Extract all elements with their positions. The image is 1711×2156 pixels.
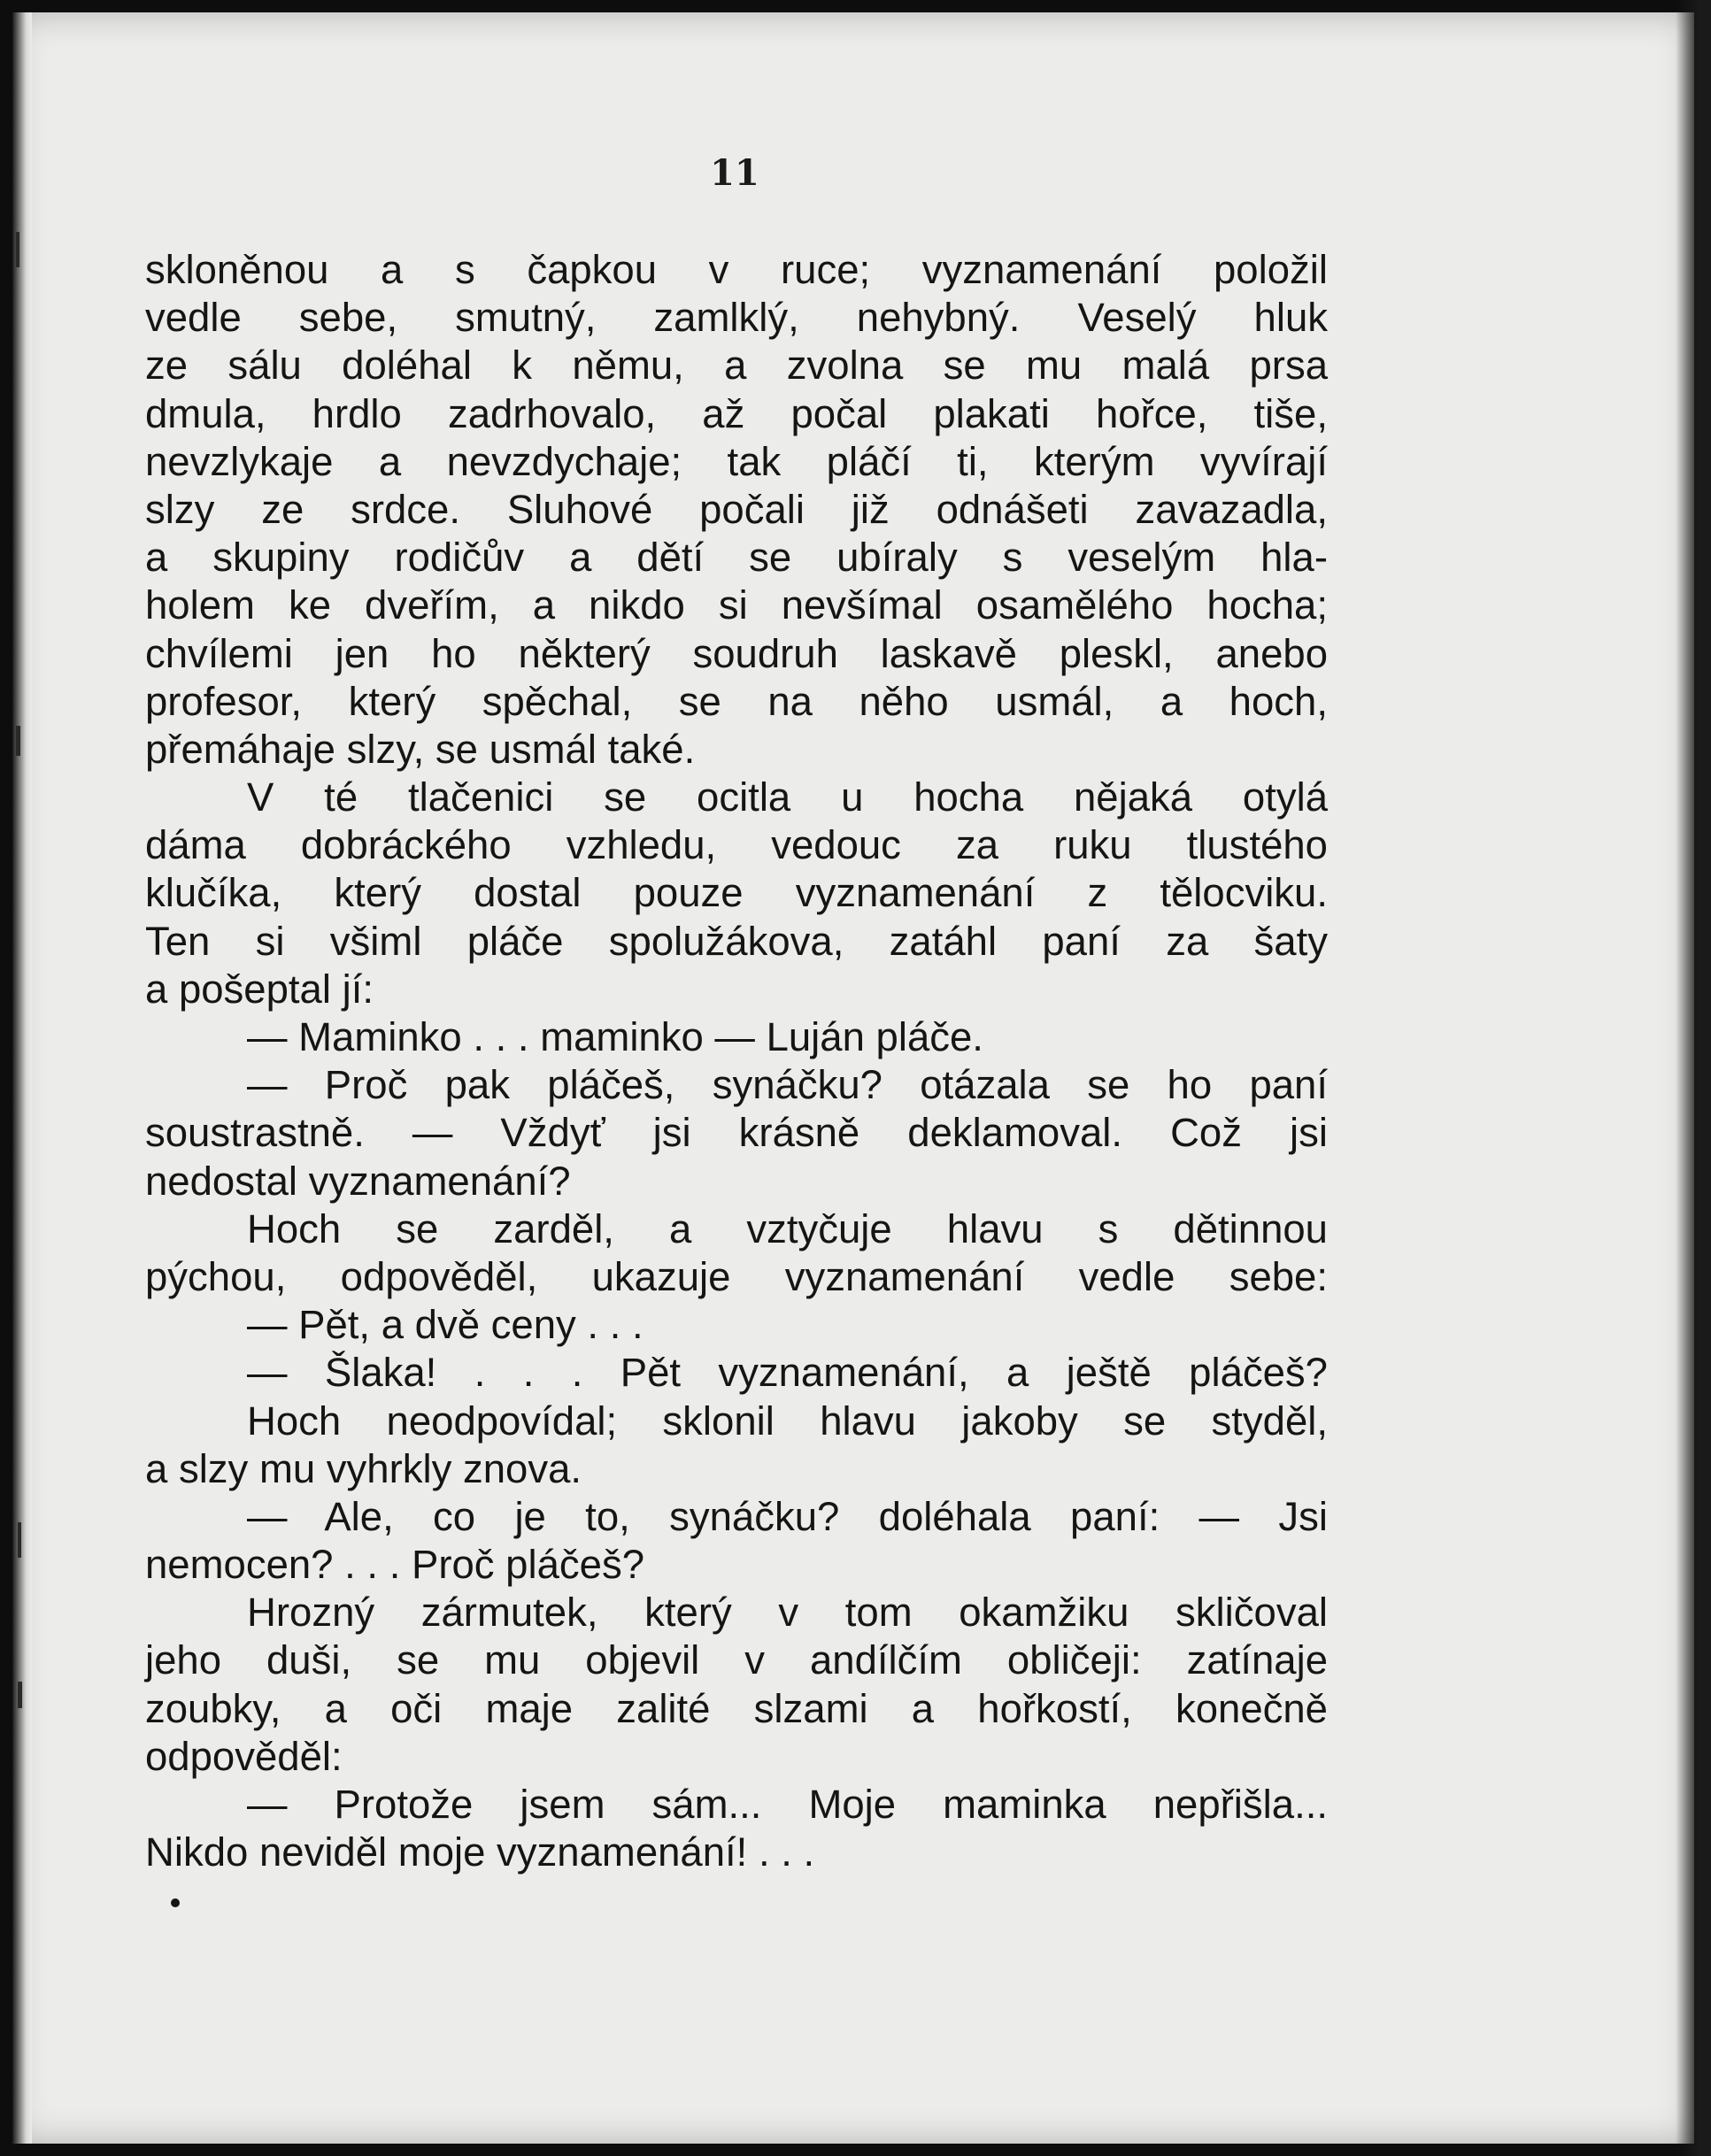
text-line: Hoch neodpovídal; sklonil hlavu jakoby se styděl, xyxy=(247,1398,1328,1444)
text-line: dáma dobráckého vzhledu, vedouc za ruku tlustého xyxy=(145,822,1328,868)
text-line: V té tlačenici se ocitla u hocha nějaká otylá xyxy=(247,774,1328,820)
text-line: chvílemi jen ho některý soudruh laskavě pleskl, anebo xyxy=(145,630,1328,676)
margin-mark xyxy=(16,232,19,267)
text-line: nevzlykaje a nevzdychaje; tak pláčí ti, kterým vyvírají xyxy=(145,438,1328,484)
text-line: nemocen? . . . Proč pláčeš? xyxy=(145,1542,644,1588)
text-line: a slzy mu vyhrkly znova. xyxy=(145,1445,582,1491)
text-line: Hrozný zármutek, který v tom okamžiku skličoval xyxy=(247,1590,1328,1636)
text-line: ze sálu doléhal k němu, a zvolna se mu malá prsa xyxy=(145,343,1328,389)
text-line: dmula, hrdlo zadrhovalo, až počal plakati hořce, tiše, xyxy=(145,390,1328,436)
text-line: — Proč pak pláčeš, synáčku? otázala se ho paní xyxy=(247,1062,1328,1108)
text-line: — Pět, a dvě ceny . . . xyxy=(247,1302,644,1348)
page-spine-shadow xyxy=(12,12,32,2144)
text-line: nedostal vyznamenání? xyxy=(145,1158,571,1204)
text-line: odpověděl: xyxy=(145,1733,343,1779)
text-line: Ten si všiml pláče spolužákova, zatáhl paní za šaty xyxy=(145,918,1328,964)
text-line: Nikdo neviděl moje vyznamenání! . . . xyxy=(145,1829,815,1875)
text-line: soustrastně. — Vždyť jsi krásně deklamoval. Což jsi xyxy=(145,1110,1328,1156)
text-line: jeho duši, se mu objevil v andílčím obličeji: zatínaje xyxy=(145,1637,1328,1683)
text-line: — Maminko . . . maminko — Luján pláče. xyxy=(247,1014,983,1059)
body-text xyxy=(145,246,1328,1876)
page-number: 11 xyxy=(710,152,759,194)
text-line: holem ke dveřím, a nikdo si nevšímal osamělého hocha; xyxy=(145,582,1328,628)
margin-mark xyxy=(18,1682,22,1708)
text-line: slzy ze srdce. Sluhové počali již odnášeti zavazadla, xyxy=(145,486,1328,532)
text-line: — Šlaka! . . . Pět vyznamenání, a ještě pláčeš? xyxy=(247,1350,1328,1396)
text-line: pýchou, odpověděl, ukazuje vyznamenání vedle sebe: xyxy=(145,1253,1328,1299)
page-edge-shadow xyxy=(1676,0,1711,2156)
text-line: — Protože jsem sám... Moje maminka nepřišla... xyxy=(247,1782,1328,1827)
margin-mark xyxy=(18,1522,21,1558)
text-line: a pošeptal jí: xyxy=(145,966,374,1012)
text-line: vedle sebe, smutný, zamlklý, nehybný. Veselý hluk xyxy=(145,295,1328,341)
text-line: skloněnou a s čapkou v ruce; vyznamenání položil xyxy=(145,247,1328,292)
text-line: zoubky, a oči maje zalité slzami a hořkostí, konečně xyxy=(145,1685,1328,1731)
text-line: — Ale, co je to, synáčku? doléhala paní: — Jsi xyxy=(247,1493,1328,1539)
end-mark xyxy=(171,1898,180,1907)
margin-mark xyxy=(16,726,20,756)
text-line: Hoch se zarděl, a vztyčuje hlavu s dětinnou xyxy=(247,1205,1328,1251)
text-line: klučíka, který dostal pouze vyznamenání z tělocviku. xyxy=(145,870,1328,916)
text-line: přemáhaje slzy, se usmál také. xyxy=(145,726,696,772)
text-line: a skupiny rodičův a dětí se ubíraly s veselým hla- xyxy=(145,535,1328,581)
text-line: profesor, který spěchal, se na něho usmál, a hoch, xyxy=(145,678,1328,724)
